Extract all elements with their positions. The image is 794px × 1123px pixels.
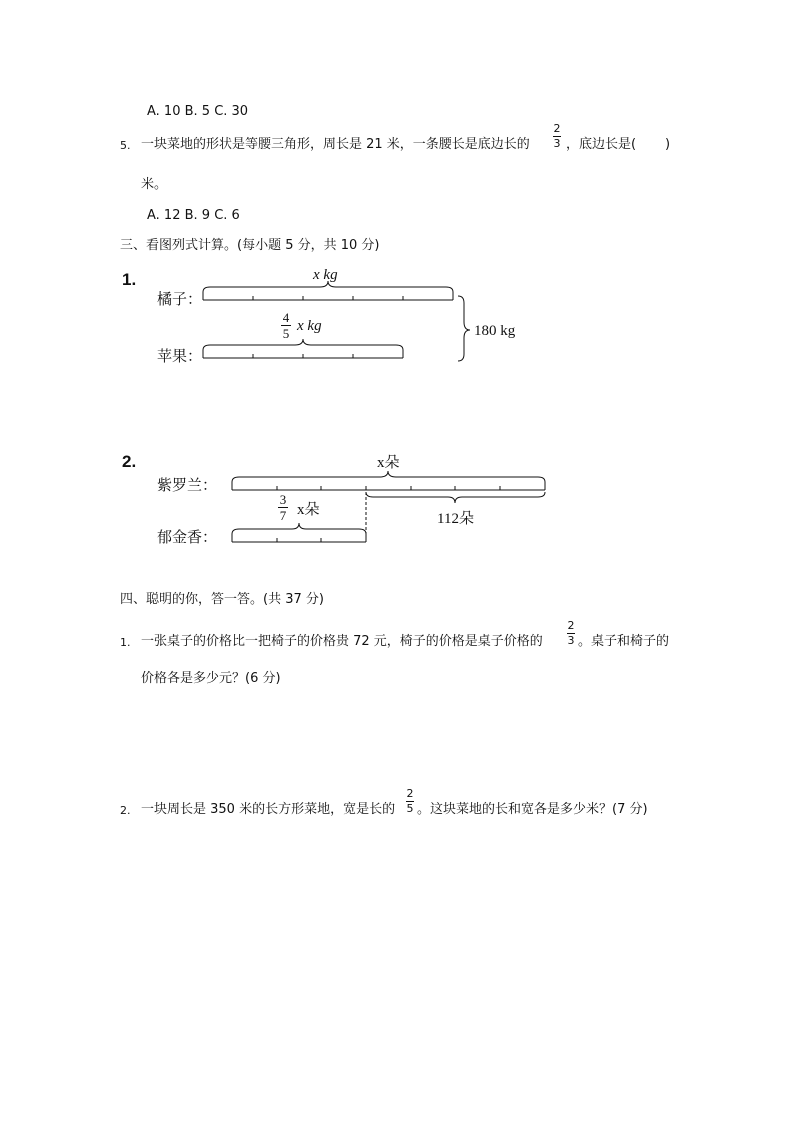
q5-text-c: 米。 xyxy=(141,177,168,192)
fig2-tulips-bar xyxy=(232,523,366,542)
fig1-top-brace xyxy=(203,281,453,292)
q5-paren-close: ) xyxy=(665,137,671,152)
p2-text-a: 一块周长是 350 米的长方形菜地，宽是长的 xyxy=(141,802,396,817)
p1-frac-den: 3 xyxy=(567,634,575,647)
p1-text-b: 。桌子和椅子的 xyxy=(578,634,670,649)
fig2-top-brace-text: x朵 xyxy=(377,455,400,471)
fig2-mid-frac-num: 3 xyxy=(279,492,287,507)
q5-number: 5. xyxy=(120,139,131,152)
fig1-mid-brace-text: x kg xyxy=(297,318,322,334)
q5-frac-num: 2 xyxy=(553,122,561,135)
p1-text-a: 一张桌子的价格比一把椅子的价格贵 72 元，椅子的价格是桌子价格的 xyxy=(141,634,543,649)
p2-frac-num: 2 xyxy=(406,787,414,800)
fig2-label-violets: 紫罗兰： xyxy=(157,476,218,494)
p1-number: 1. xyxy=(120,636,131,649)
section3-title: 三、看图列式计算。(每小题 5 分，共 10 分) xyxy=(120,238,380,253)
fig1-apples-bar xyxy=(203,296,470,361)
fig2-mid-fraction xyxy=(278,493,288,522)
p1-frac-num: 2 xyxy=(567,619,575,632)
q5-frac-den: 3 xyxy=(553,137,561,150)
fig2-top-brace xyxy=(232,471,545,482)
fig1-top-brace-text: x kg xyxy=(313,267,338,283)
fig2-mid-brace xyxy=(232,523,366,534)
fig2-mid-frac-den: 7 xyxy=(279,508,287,523)
p1-text-c: 价格各是多少元？(6 分) xyxy=(141,671,281,686)
fig1-mid-brace xyxy=(203,339,403,350)
fig1-label-apples: 苹果： xyxy=(157,347,203,365)
fig2-top-brace-label xyxy=(377,451,400,472)
fig2-mid-brace-text: x朵 xyxy=(297,502,320,518)
fig2-under-brace xyxy=(366,492,545,503)
p1-fraction xyxy=(567,620,575,647)
fig2-label-tulips: 郁金香： xyxy=(157,528,218,546)
p2-number: 2. xyxy=(120,804,131,817)
p2-frac-den: 5 xyxy=(406,802,414,815)
fig1-right-brace-label: 180 kg xyxy=(474,323,516,339)
q5-text-b: ，底边长是( xyxy=(566,137,637,152)
q5-options: A. 12 B. 9 C. 6 xyxy=(147,208,240,223)
fig1-right-brace xyxy=(458,296,470,361)
q5-text-a: 一块菜地的形状是等腰三角形，周长是 21 米，一条腰长是底边长的 xyxy=(141,137,530,152)
fig1-label-oranges: 橘子： xyxy=(157,290,203,308)
fig2-under-brace-label: 112朵 xyxy=(437,511,474,527)
fig1-oranges-bar xyxy=(203,281,453,300)
fig1-number: 1. xyxy=(122,270,137,289)
p2-fraction xyxy=(406,788,414,815)
q4-options: A. 10 B. 5 C. 30 xyxy=(147,104,249,119)
fig1-mid-frac-num: 4 xyxy=(282,310,290,325)
section4-title: 四、聪明的你，答一答。(共 37 分) xyxy=(120,592,324,607)
fig1-mid-frac-den: 5 xyxy=(282,326,290,341)
fig2-number: 2. xyxy=(122,452,137,471)
p2-text-b: 。这块菜地的长和宽各是多少米？(7 分) xyxy=(417,802,648,817)
fig2-mid-brace-label xyxy=(297,498,320,519)
